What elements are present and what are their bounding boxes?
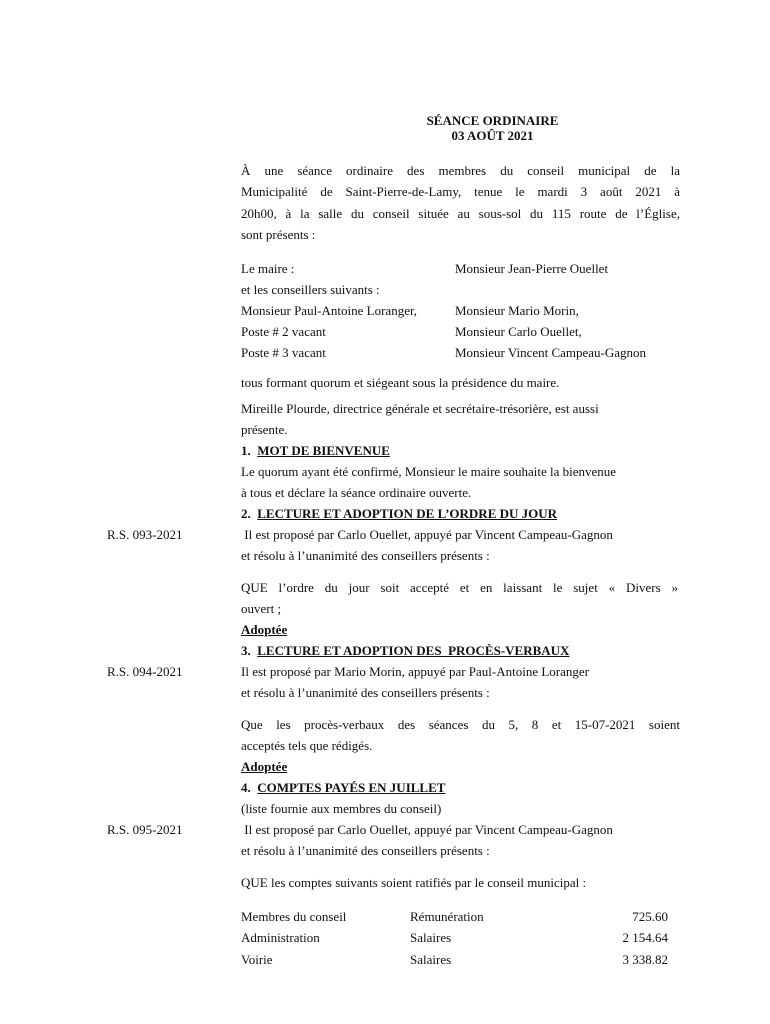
- section-3-title: LECTURE ET ADOPTION DES PROCÈS-VERBAUX: [257, 643, 570, 658]
- attendee-right-5: Monsieur Vincent Campeau-Gagnon: [455, 345, 647, 360]
- director-line-1: Mireille Plourde, directrice générale et secrétaire-trésorière, est aussi: [241, 401, 599, 416]
- section-4-que: QUE les comptes suivants soient ratifiés par le conseil municipal :: [241, 875, 587, 890]
- attendee-left-2: et les conseillers suivants :: [241, 282, 380, 297]
- section-3-number: 3.: [241, 643, 251, 658]
- quorum-statement: tous formant quorum et siégeant sous la présidence du maire.: [241, 375, 560, 390]
- section-4-moved: Il est proposé par Carlo Ouellet, appuyé par Vincent Campeau-Gagnon: [241, 822, 613, 837]
- account-category: Administration: [241, 930, 320, 945]
- section-4-carried: et résolu à l’unanimité des conseillers présents :: [241, 843, 490, 858]
- resolution-095: R.S. 095-2021: [107, 822, 183, 837]
- attendee-right-4: Monsieur Carlo Ouellet,: [455, 324, 582, 339]
- account-amount: 2 154.64: [622, 930, 668, 945]
- section-3-moved: Il est proposé par Mario Morin, appuyé par Paul-Antoine Loranger: [241, 664, 590, 679]
- section-2-que-line-1: QUE l’ordre du jour soit accepté et en laissant le sujet « Divers »: [241, 580, 678, 595]
- section-1-line-2: à tous et déclare la séance ordinaire ouverte.: [241, 485, 472, 500]
- resolution-093: R.S. 093-2021: [107, 527, 183, 542]
- attendee-left-4: Poste # 2 vacant: [241, 324, 326, 339]
- account-type: Rémunération: [410, 909, 484, 924]
- account-category: Membres du conseil: [241, 909, 347, 924]
- account-amount: 725.60: [632, 909, 668, 924]
- account-type: Salaires: [410, 952, 452, 967]
- intro-line-3: 20h00, à la salle du conseil située au sous-sol du 115 route de l’Église,: [241, 206, 680, 221]
- attendee-left-1: Le maire :: [241, 261, 295, 276]
- section-2-adopted: Adoptée: [241, 622, 288, 637]
- section-3-heading: [241, 642, 569, 660]
- attendee-right-1: Monsieur Jean-Pierre Ouellet: [455, 261, 609, 276]
- intro-line-4: sont présents :: [241, 227, 316, 242]
- resolution-094: R.S. 094-2021: [107, 664, 183, 679]
- section-2-moved: Il est proposé par Carlo Ouellet, appuyé par Vincent Campeau-Gagnon: [241, 527, 613, 542]
- attendee-left-5: Poste # 3 vacant: [241, 345, 326, 360]
- section-1-title: MOT DE BIENVENUE: [257, 443, 390, 458]
- attendee-left-3: Monsieur Paul-Antoine Loranger,: [241, 303, 418, 318]
- section-3-carried: et résolu à l’unanimité des conseillers présents :: [241, 685, 490, 700]
- section-4-note: (liste fournie aux membres du conseil): [241, 801, 442, 816]
- section-4-heading: [241, 779, 445, 797]
- section-1-line-1: Le quorum ayant été confirmé, Monsieur le maire souhaite la bienvenue: [241, 464, 617, 479]
- section-1-heading: [241, 442, 390, 460]
- section-2-carried: et résolu à l’unanimité des conseillers présents :: [241, 548, 490, 563]
- section-2-number: 2.: [241, 506, 251, 521]
- intro-line-1: À une séance ordinaire des membres du conseil municipal de la: [241, 163, 680, 178]
- section-1-number: 1.: [241, 443, 251, 458]
- section-2-heading: [241, 505, 557, 523]
- section-3-que-line-1: Que les procès-verbaux des séances du 5, 8 et 15-07-2021 soient: [241, 717, 680, 732]
- director-line-2: présente.: [241, 422, 288, 437]
- account-amount: 3 338.82: [622, 952, 668, 967]
- attendee-right-3: Monsieur Mario Morin,: [455, 303, 579, 318]
- account-category: Voirie: [241, 952, 273, 967]
- section-4-number: 4.: [241, 780, 251, 795]
- document-title: SÉANCE ORDINAIRE: [426, 113, 559, 128]
- document-date: 03 AOÛT 2021: [451, 128, 534, 143]
- account-type: Salaires: [410, 930, 452, 945]
- section-3-que-line-2: acceptés tels que rédigés.: [241, 738, 373, 753]
- intro-line-2: Municipalité de Saint-Pierre-de-Lamy, tenue le mardi 3 août 2021 à: [241, 184, 680, 199]
- section-2-title: LECTURE ET ADOPTION DE L’ORDRE DU JOUR: [257, 506, 558, 521]
- section-4-title: COMPTES PAYÉS EN JUILLET: [257, 780, 446, 795]
- section-2-que-line-2: ouvert ;: [241, 601, 282, 616]
- section-3-adopted: Adoptée: [241, 759, 288, 774]
